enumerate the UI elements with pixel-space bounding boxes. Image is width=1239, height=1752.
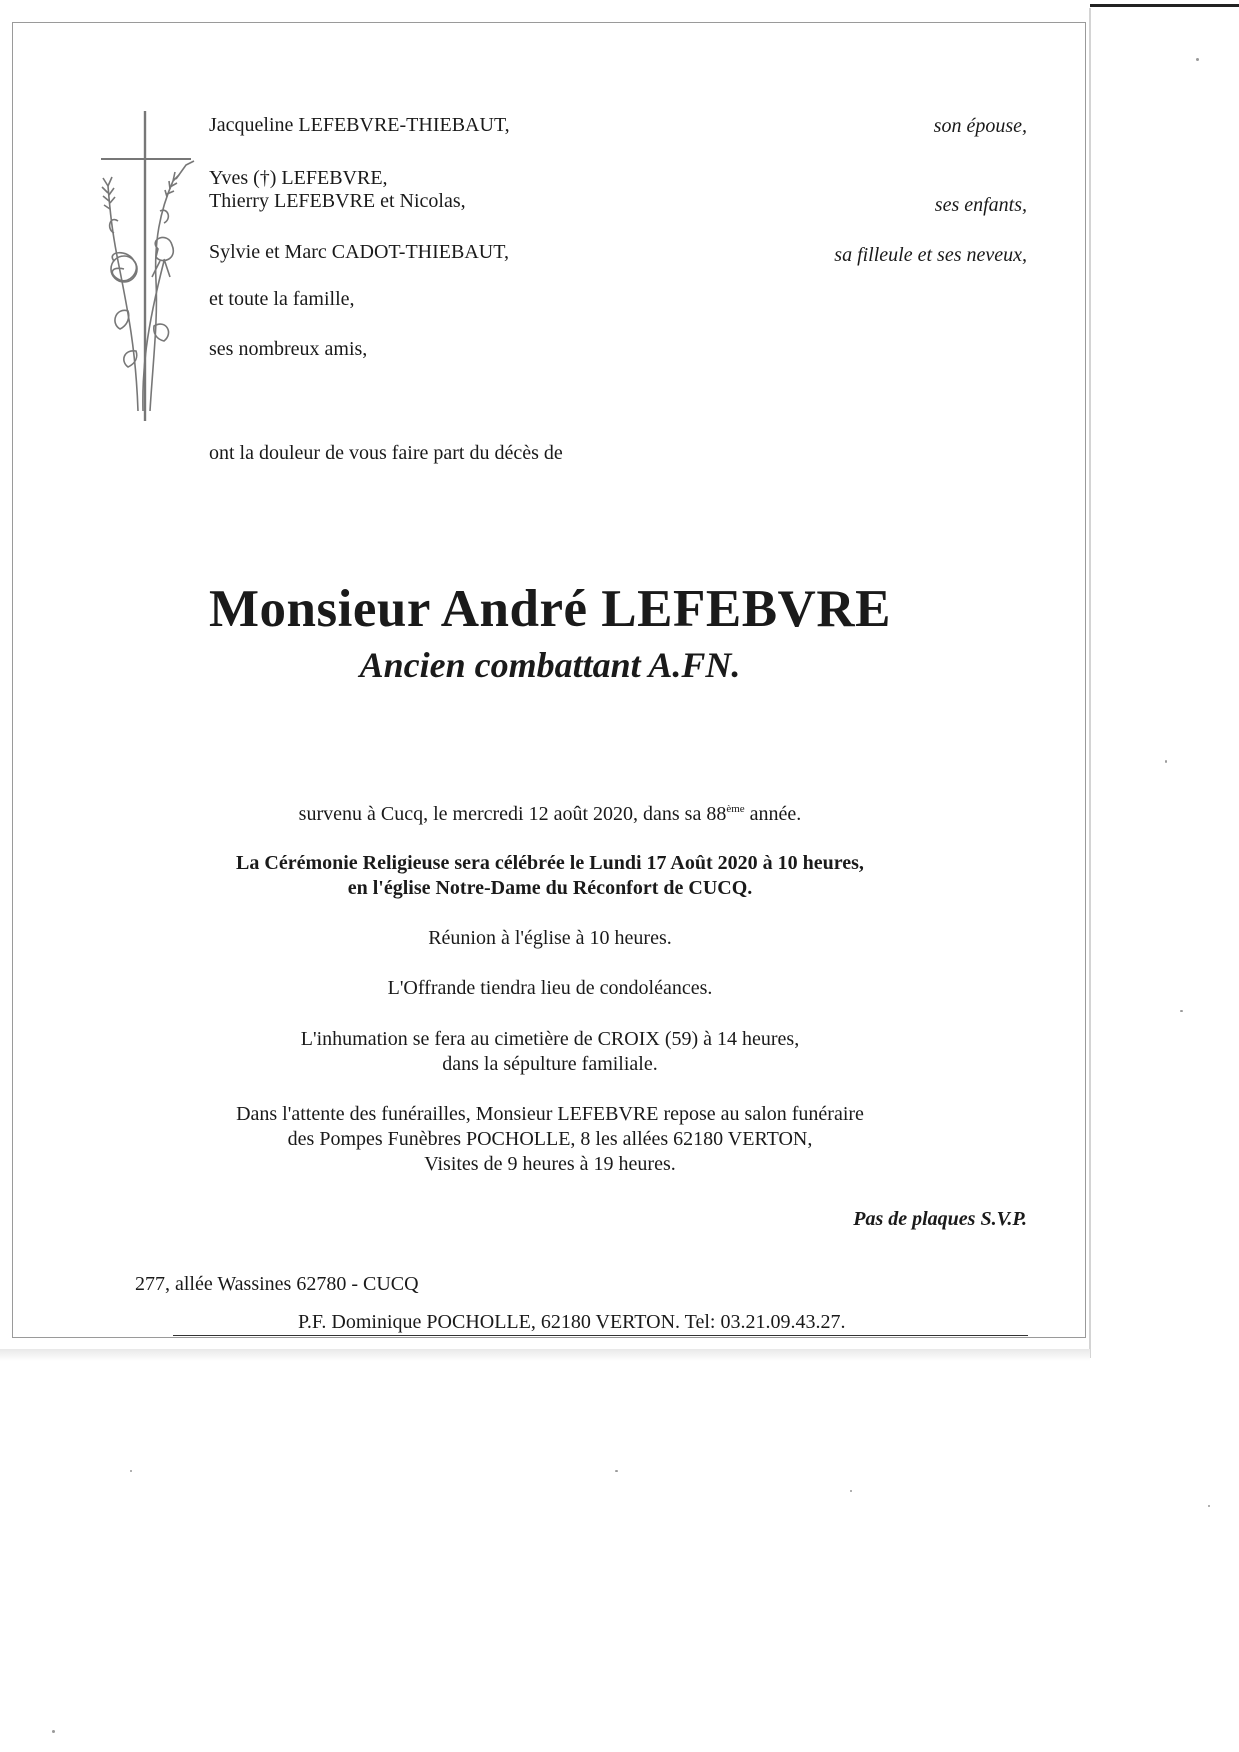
scan-speck (1196, 58, 1199, 61)
footer-rule (173, 1335, 1028, 1336)
wake-line-1: Dans l'attente des funérailles, Monsieur LEFEBVRE repose au salon funéraire (236, 1103, 864, 1125)
family-line-1-names: Jacqueline LEFEBVRE-THIEBAUT, (209, 114, 510, 136)
wake-line-3: Visites de 9 heures à 19 heures. (424, 1153, 676, 1175)
scan-shadow (0, 1349, 1090, 1361)
scan-speck (850, 1490, 852, 1492)
family-line-3-names: Sylvie et Marc CADOT-THIEBAUT, (209, 241, 509, 263)
wake-line-2: des Pompes Funèbres POCHOLLE, 8 les allées 62180 VERTON, (287, 1128, 813, 1150)
death-details-prefix: survenu à Cucq, le mercredi 12 août 2020, dans sa 88 (298, 803, 727, 825)
family-line-3-relation: sa filleule et ses neveux, (834, 244, 1027, 266)
scan-edge-line (1090, 4, 1239, 7)
cross-with-flowers-icon (98, 111, 218, 423)
card-edge (1089, 8, 1091, 1358)
death-details (13, 802, 1087, 826)
family-line-2a-names: Yves (†) LEFEBVRE, (209, 167, 388, 189)
ceremony-line-2: en l'église Notre-Dame du Réconfort de CUCQ. (347, 877, 753, 899)
family-line-1-relation: son épouse, (933, 115, 1027, 137)
meeting-text: Réunion à l'église à 10 heures. (428, 927, 672, 949)
death-details-suffix: année. (744, 803, 802, 825)
death-details-superscript: ème (726, 803, 745, 815)
burial-line-1: L'inhumation se fera au cimetière de CROIX (59) à 14 heures, (300, 1028, 800, 1050)
scan-speck (52, 1730, 55, 1733)
ceremony-line-1: La Cérémonie Religieuse sera célébrée le Lundi 17 Août 2020 à 10 heures, (236, 852, 864, 874)
family-line-5: ses nombreux amis, (209, 338, 368, 360)
family-line-2b-names: Thierry LEFEBVRE et Nicolas, (209, 190, 466, 212)
deceased-title: Ancien combattant A.FN. (359, 645, 741, 685)
funeral-home-footer: P.F. Dominique POCHOLLE, 62180 VERTON. Tel: 03.21.09.43.27. (298, 1311, 846, 1333)
offering-text: L'Offrande tiendra lieu de condoléances. (387, 977, 713, 999)
no-plaques-note: Pas de plaques S.V.P. (853, 1208, 1027, 1230)
scan-speck (1180, 1010, 1183, 1012)
scan-speck (1208, 1505, 1210, 1507)
scan-speck (615, 1470, 618, 1472)
scan-speck (1165, 760, 1167, 763)
family-address: 277, allée Wassines 62780 - CUCQ (135, 1273, 419, 1295)
obituary-card (12, 22, 1086, 1338)
deceased-name: Monsieur André LEFEBVRE (209, 580, 891, 638)
scan-speck (130, 1470, 132, 1472)
burial-line-2: dans la sépulture familiale. (442, 1053, 658, 1075)
family-line-2-relation: ses enfants, (934, 194, 1027, 216)
announcement-text: ont la douleur de vous faire part du décès de (209, 442, 563, 464)
family-line-4: et toute la famille, (209, 288, 355, 310)
